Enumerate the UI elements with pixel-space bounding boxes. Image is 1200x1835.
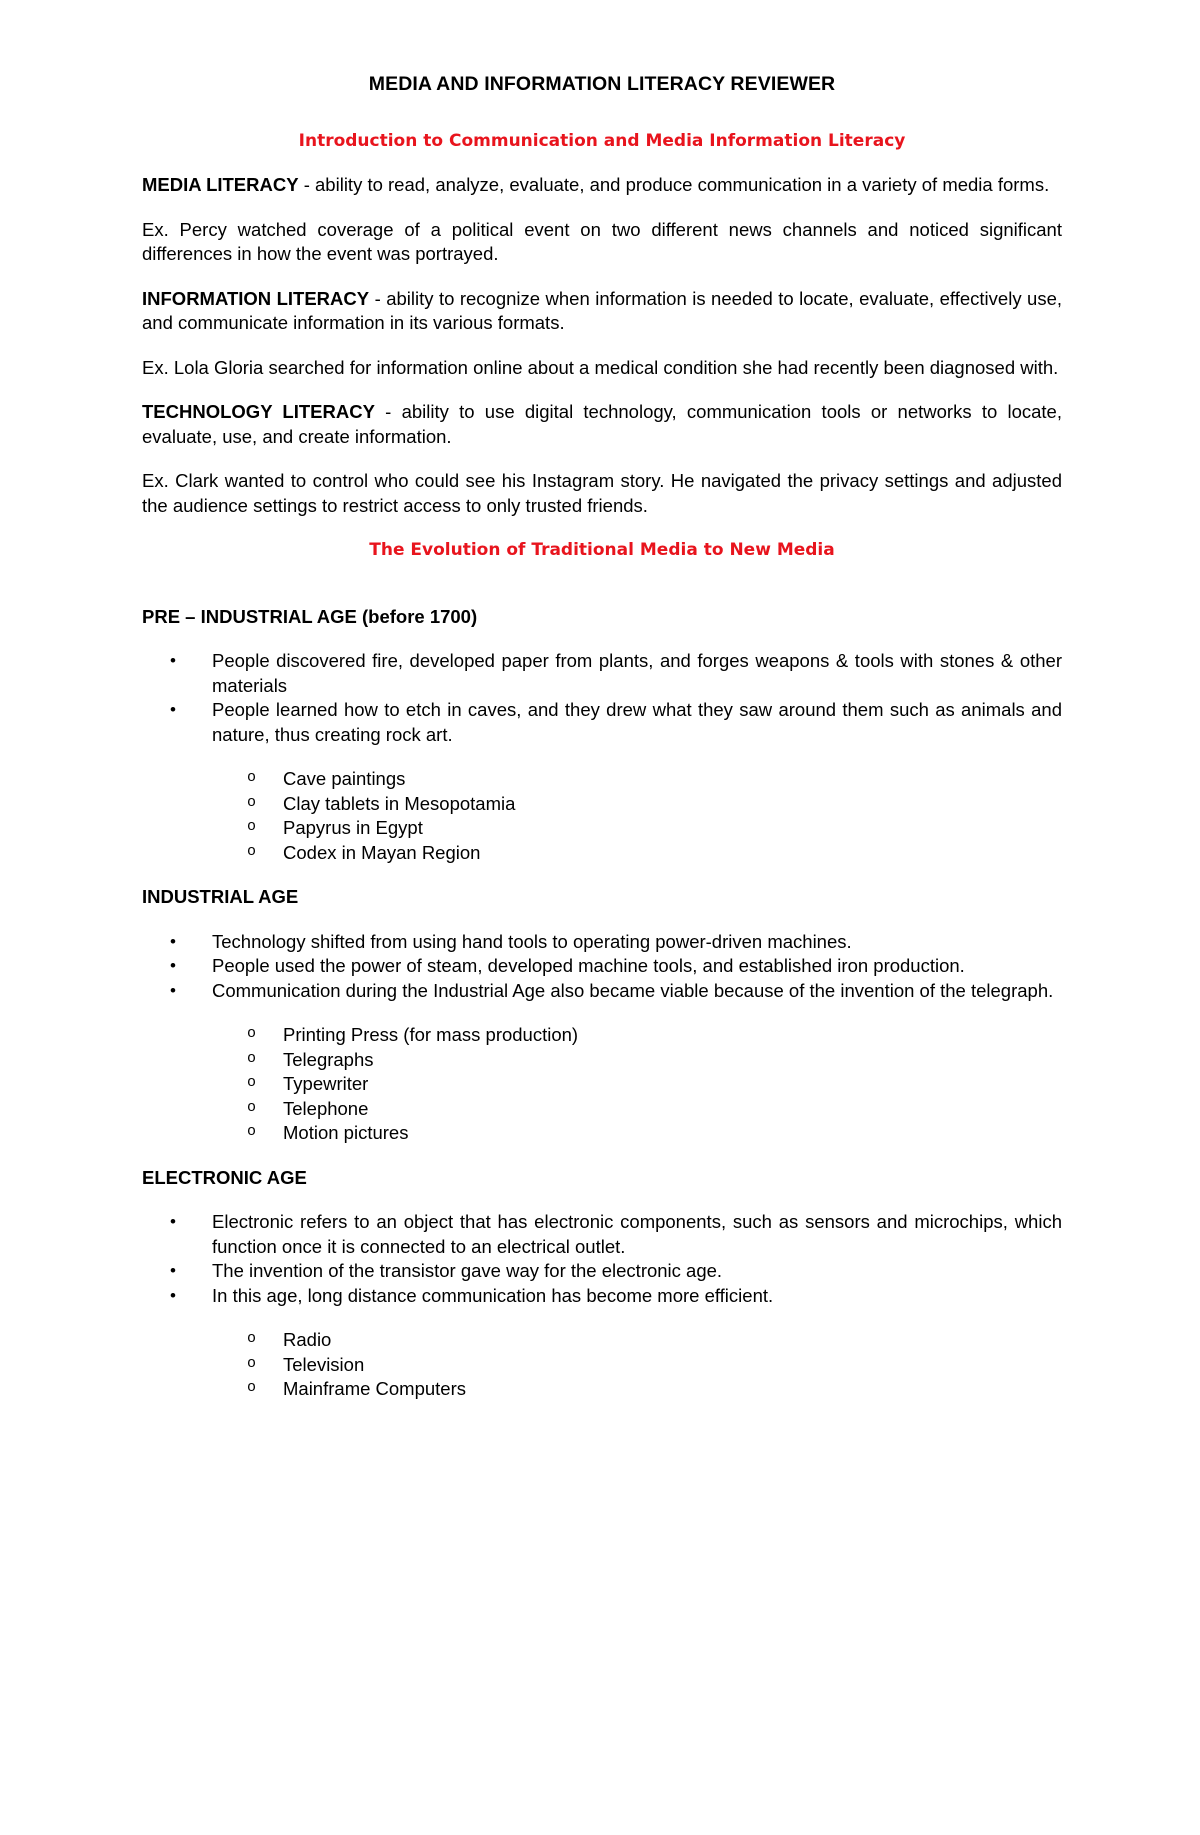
list-item: o Telephone [142,1097,1062,1122]
list-item: o Typewriter [142,1072,1062,1097]
list-item: • In this age, long distance communication has become more efficient. [142,1284,1062,1309]
sub-list-electronic [142,1328,1062,1402]
bullet-list-industrial [142,930,1062,1004]
list-item: o Clay tablets in Mesopotamia [142,792,1062,817]
list-item: • The invention of the transistor gave way for the electronic age. [142,1259,1062,1284]
definition-media-literacy [142,173,1062,198]
list-item: • People used the power of steam, developed machine tools, and established iron production. [142,954,1062,979]
list-item: o Papyrus in Egypt [142,816,1062,841]
bullet-list-pre-industrial [142,649,1062,747]
term-label: TECHNOLOGY LITERACY [142,401,375,422]
example-media-literacy: Ex. Percy watched coverage of a political event on two different news channels and noticed significant differences in how the event was portrayed. [142,218,1062,264]
section-heading-introduction: Introduction to Communication and Media Information Literacy [298,130,906,151]
sub-list-industrial [142,1023,1062,1146]
list-item: o Codex in Mayan Region [142,841,1062,866]
example-technology-literacy: Ex. Clark wanted to control who could see his Instagram story. He navigated the privacy settings and adjusted the audience settings to restrict access to only trusted friends. [142,470,1062,516]
list-item: o Television [142,1353,1062,1378]
list-item: o Printing Press (for mass production) [142,1023,1062,1048]
list-item: o Cave paintings [142,767,1062,792]
section-heading-evolution: The Evolution of Traditional Media to New Media [369,540,835,560]
definition-technology-literacy [142,400,1062,449]
era-heading-industrial: INDUSTRIAL AGE [142,886,299,907]
definition-text: - ability to recognize when information is needed to locate, evaluate, effectively use, and communicate information in its various formats. [142,287,1062,333]
definition-information-literacy [142,287,1062,336]
example-information-literacy: Ex. Lola Gloria searched for information online about a medical condition she had recently been diagnosed with. [142,356,1059,378]
list-item: o Motion pictures [142,1121,1062,1146]
list-item: o Radio [142,1328,1062,1353]
list-item: • People discovered fire, developed paper from plants, and forges weapons & tools with stones & other materials [142,649,1062,698]
list-item: o Mainframe Computers [142,1377,1062,1402]
sub-list-pre-industrial [142,767,1062,865]
list-item: • Communication during the Industrial Age also became viable because of the invention of the telegraph. [142,979,1062,1004]
document-title: MEDIA AND INFORMATION LITERACY REVIEWER [368,73,836,95]
definition-text: - ability to use digital technology, communication tools or networks to locate, evaluate, use, and create information. [142,401,1062,447]
era-heading-pre-industrial: PRE – INDUSTRIAL AGE (before 1700) [142,605,478,627]
list-item: • Technology shifted from using hand tools to operating power-driven machines. [142,930,1062,955]
era-heading-electronic: ELECTRONIC AGE [142,1166,307,1188]
term-label: MEDIA LITERACY [142,174,299,195]
definition-text: - ability to read, analyze, evaluate, and produce communication in a variety of media forms. [298,174,1050,195]
list-item: o Telegraphs [142,1048,1062,1073]
bullet-list-electronic [142,1210,1062,1308]
term-label: INFORMATION LITERACY [142,287,370,309]
list-item: • People learned how to etch in caves, and they drew what they saw around them such as animals and nature, thus creating rock art. [142,698,1062,747]
list-item: • Electronic refers to an object that has electronic components, such as sensors and microchips, which function once it is connected to an electrical outlet. [142,1210,1062,1259]
